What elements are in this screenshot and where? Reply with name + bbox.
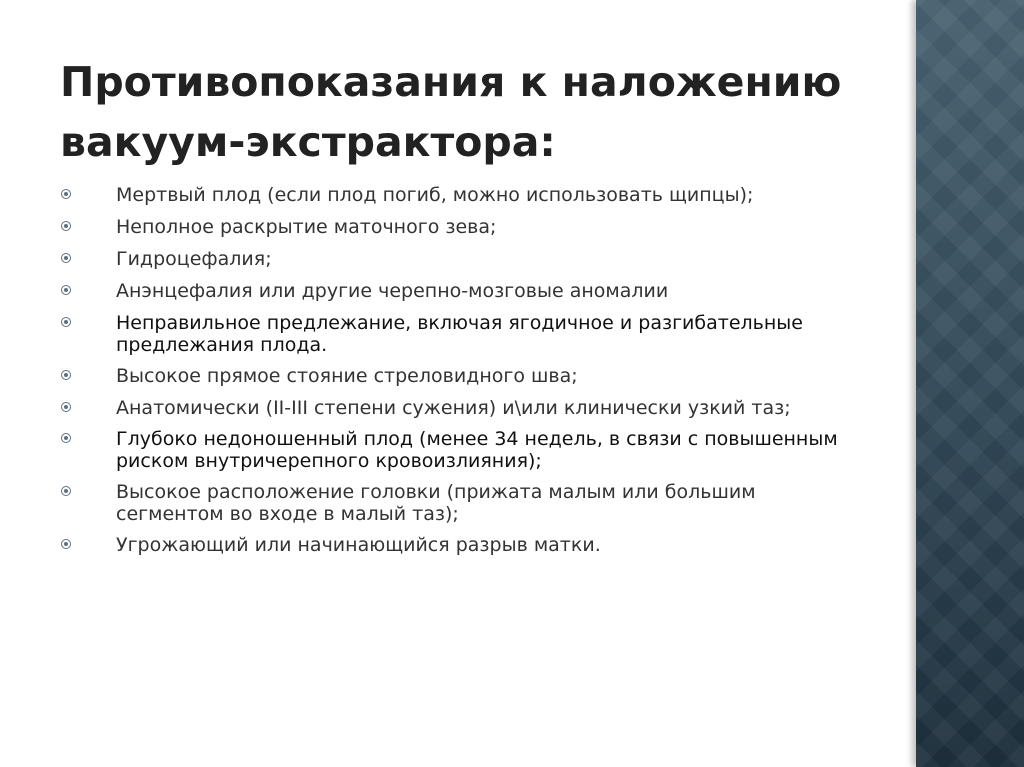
list-item bbox=[60, 216, 860, 238]
bullet-icon bbox=[61, 317, 71, 327]
list-item bbox=[60, 280, 860, 302]
list-item-text: Глубоко недоношенный плод (менее 34 недель, в связи с повышенным риском внутричерепного кровоизлияния); bbox=[116, 428, 838, 472]
list-item-text: Анэнцефалия или другие черепно-мозговые аномалии bbox=[116, 280, 669, 302]
bullet-icon bbox=[61, 402, 71, 412]
decorative-side-strip bbox=[916, 0, 1024, 767]
list-item-text: Анатомически (II-III степени сужения) и\или клинически узкий таз; bbox=[116, 397, 791, 419]
list-item bbox=[60, 184, 860, 206]
bullet-icon bbox=[61, 221, 71, 231]
list-item-text: Угрожающий или начинающийся разрыв матки. bbox=[116, 534, 601, 556]
list-item-text: Высокое прямое стояние стреловидного шва; bbox=[116, 365, 578, 387]
bullet-icon bbox=[61, 539, 71, 549]
list-item-text: Неполное раскрытие маточного зева; bbox=[116, 216, 497, 238]
list-item bbox=[60, 397, 860, 419]
contraindications-list bbox=[60, 184, 860, 556]
bullet-icon bbox=[61, 486, 71, 496]
bullet-icon bbox=[61, 285, 71, 295]
bullet-icon bbox=[61, 370, 71, 380]
bullet-icon bbox=[61, 433, 71, 443]
list-item bbox=[60, 428, 860, 472]
list-item-text: Гидроцефалия; bbox=[116, 248, 272, 270]
bullet-icon bbox=[61, 253, 71, 263]
list-item bbox=[60, 248, 860, 270]
list-item-text: Мертвый плод (если плод погиб, можно использовать щипцы); bbox=[116, 184, 754, 206]
list-item bbox=[60, 365, 860, 387]
list-item bbox=[60, 534, 860, 556]
list-item bbox=[60, 481, 860, 525]
list-item-text: Высокое расположение головки (прижата малым или большим сегментом во входе в малый таз); bbox=[116, 481, 756, 525]
bullet-icon bbox=[61, 189, 71, 199]
list-item bbox=[60, 312, 860, 356]
slide-title: Противопоказания к наложению вакуум-экстрактора: bbox=[60, 58, 842, 166]
list-item-text: Неправильное предлежание, включая ягодичное и разгибательные предлежания плода. bbox=[116, 312, 803, 356]
